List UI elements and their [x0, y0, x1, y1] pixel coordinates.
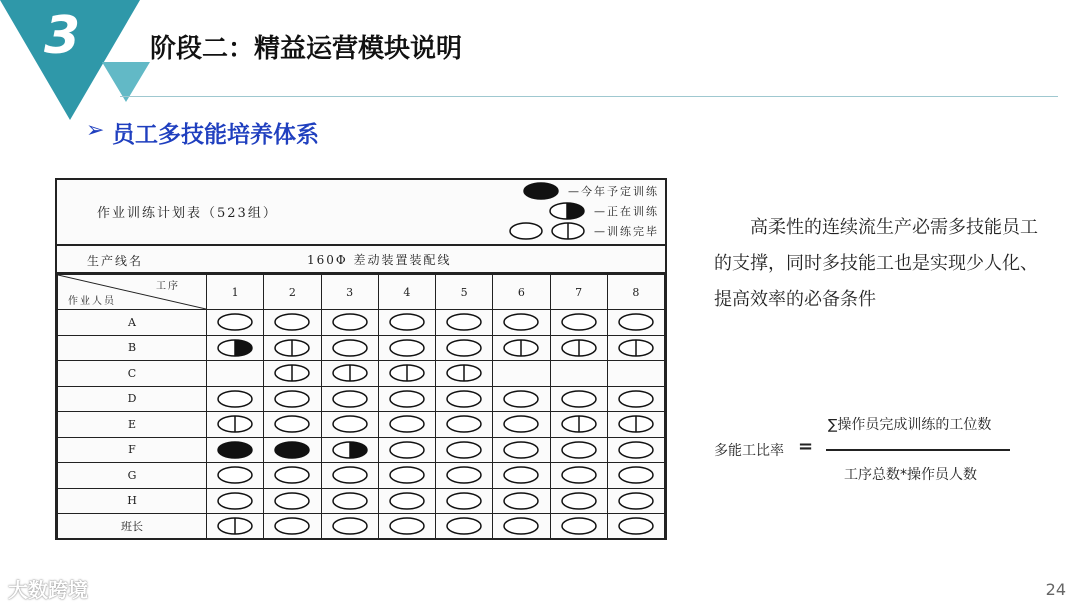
- skill-none-icon: [559, 363, 599, 383]
- skill-cell-done: [607, 488, 664, 514]
- process-header-cell: 2: [264, 275, 321, 310]
- process-header-cell: 5: [436, 275, 493, 310]
- skill-cell-half: [207, 335, 264, 361]
- skill-cell-done: [321, 463, 378, 489]
- skill-cell-done: [436, 412, 493, 438]
- skill-done-icon: [215, 389, 255, 409]
- skill-cell-done: [378, 310, 435, 336]
- watermark-text: 大数跨境: [8, 578, 88, 602]
- training-plan-table: [55, 178, 667, 540]
- skill-half-icon: [215, 338, 255, 358]
- skill-cell-done: [207, 310, 264, 336]
- skill-cell-done: [321, 412, 378, 438]
- process-header-cell: 4: [378, 275, 435, 310]
- skill-cell-done: [321, 310, 378, 336]
- skill-plan-icon: [215, 440, 255, 460]
- skill-cell-training: [550, 412, 607, 438]
- diagonal-header-cell: [58, 275, 207, 310]
- skill-done-icon: [272, 389, 312, 409]
- skill-cell-done: [207, 463, 264, 489]
- sub-heading: 员工多技能培养体系: [112, 122, 319, 148]
- skill-cell-done: [378, 386, 435, 412]
- skill-done-icon: [272, 414, 312, 434]
- skill-training-icon: [330, 363, 370, 383]
- skill-done-icon: [559, 440, 599, 460]
- skill-done-icon: [272, 516, 312, 536]
- skill-done-icon: [444, 389, 484, 409]
- section-number: 3: [44, 6, 81, 66]
- skill-cell-done: [321, 386, 378, 412]
- skill-done-icon: [559, 491, 599, 511]
- skill-cell-none: [493, 361, 550, 387]
- process-header-cell: 8: [607, 275, 664, 310]
- skill-done-icon: [616, 389, 656, 409]
- skill-plan-icon: [272, 440, 312, 460]
- line-name: 160Φ 差动装置装配线: [307, 253, 452, 267]
- table-row: [58, 361, 665, 387]
- arrow-bullet-icon: ➢: [86, 118, 105, 143]
- skill-cell-plan: [207, 437, 264, 463]
- skill-training-icon: [215, 414, 255, 434]
- skill-done-icon: [444, 312, 484, 332]
- skill-done-icon: [330, 516, 370, 536]
- skill-training-icon: [215, 516, 255, 536]
- skill-done-icon: [387, 516, 427, 536]
- skill-cell-done: [493, 488, 550, 514]
- skill-done-icon: [387, 440, 427, 460]
- skill-cell-done: [436, 488, 493, 514]
- worker-name-cell: G: [58, 463, 207, 489]
- skill-cell-done: [607, 386, 664, 412]
- skill-cell-training: [207, 514, 264, 540]
- table-header-block: [57, 180, 665, 246]
- skill-done-icon: [444, 414, 484, 434]
- skill-cell-done: [436, 437, 493, 463]
- skill-done-icon: [559, 389, 599, 409]
- skill-done-icon: [444, 491, 484, 511]
- skill-done-icon: [272, 491, 312, 511]
- skill-cell-done: [550, 437, 607, 463]
- skill-cell-half: [321, 437, 378, 463]
- worker-name-cell: E: [58, 412, 207, 438]
- skill-done-icon: [330, 491, 370, 511]
- skill-training-icon: [616, 338, 656, 358]
- worker-name-cell: H: [58, 488, 207, 514]
- legend-training: — 正在训练: [548, 202, 659, 220]
- skill-cell-done: [264, 488, 321, 514]
- skill-cell-done: [264, 310, 321, 336]
- skill-training-icon: [272, 338, 312, 358]
- plan-title: 作业训练计划表（523组）: [97, 206, 278, 221]
- skill-cell-done: [264, 412, 321, 438]
- skill-done-icon: [272, 312, 312, 332]
- skill-done-icon: [501, 440, 541, 460]
- skill-done-icon: [616, 440, 656, 460]
- skill-training-icon: [616, 414, 656, 434]
- legend-done: — 训练完毕: [508, 222, 659, 240]
- fraction-bar: [826, 449, 1010, 451]
- skill-cell-done: [264, 386, 321, 412]
- skill-cell-none: [607, 361, 664, 387]
- table-row: [58, 412, 665, 438]
- skill-cell-done: [207, 386, 264, 412]
- skill-cell-training: [550, 335, 607, 361]
- half-circle-icon: [548, 202, 588, 220]
- table-row: [58, 335, 665, 361]
- skill-cell-done: [321, 488, 378, 514]
- skill-none-icon: [501, 363, 541, 383]
- skill-cell-training: [493, 335, 550, 361]
- skill-cell-done: [436, 514, 493, 540]
- skill-none-icon: [616, 363, 656, 383]
- formula-equals: =: [798, 436, 814, 457]
- skill-cell-training: [321, 361, 378, 387]
- skill-cell-done: [607, 514, 664, 540]
- header-process: 工序: [156, 281, 180, 292]
- skill-half-icon: [330, 440, 370, 460]
- worker-name-cell: B: [58, 335, 207, 361]
- skill-cell-done: [607, 437, 664, 463]
- skill-cell-done: [264, 463, 321, 489]
- table-row: [58, 437, 665, 463]
- skill-done-icon: [387, 414, 427, 434]
- skill-training-icon: [387, 363, 427, 383]
- skill-done-icon: [215, 465, 255, 485]
- skill-training-icon: [272, 363, 312, 383]
- skill-done-icon: [444, 440, 484, 460]
- skill-cell-done: [378, 412, 435, 438]
- table-row: [58, 488, 665, 514]
- legend-done-label: 训练完毕: [607, 225, 659, 238]
- table-row: [58, 386, 665, 412]
- skill-cell-done: [550, 386, 607, 412]
- skill-done-icon: [616, 465, 656, 485]
- skill-cell-done: [436, 310, 493, 336]
- header-worker: 作业人员: [68, 296, 116, 307]
- skill-done-icon: [215, 312, 255, 332]
- page-number: 24: [1045, 580, 1066, 599]
- skill-done-icon: [215, 491, 255, 511]
- formula-denominator: 工序总数*操作员人数: [844, 467, 977, 483]
- skill-done-icon: [559, 516, 599, 536]
- skill-training-icon: [501, 338, 541, 358]
- skill-cell-done: [607, 463, 664, 489]
- skill-cell-done: [550, 463, 607, 489]
- skill-done-icon: [501, 312, 541, 332]
- skill-done-icon: [444, 338, 484, 358]
- skill-cell-none: [550, 361, 607, 387]
- skill-done-icon: [444, 465, 484, 485]
- formula-label: 多能工比率: [714, 443, 784, 459]
- skill-cell-done: [378, 488, 435, 514]
- skill-done-icon: [501, 516, 541, 536]
- skill-cell-done: [493, 514, 550, 540]
- skill-cell-done: [607, 310, 664, 336]
- worker-name-cell: 班长: [58, 514, 207, 540]
- legend-training-label: 正在训练: [607, 205, 659, 218]
- skill-cell-done: [264, 514, 321, 540]
- skill-done-icon: [330, 465, 370, 485]
- process-header-cell: 7: [550, 275, 607, 310]
- line-label: 生产线名: [87, 254, 144, 268]
- skill-done-icon: [387, 338, 427, 358]
- skill-training-icon: [444, 363, 484, 383]
- skill-cell-done: [378, 463, 435, 489]
- skill-cell-done: [378, 335, 435, 361]
- skill-done-icon: [501, 491, 541, 511]
- skill-done-icon: [616, 312, 656, 332]
- worker-name-cell: A: [58, 310, 207, 336]
- legend-plan-label: 今年予定训练: [581, 185, 659, 198]
- grid-header-row: [58, 275, 665, 310]
- skill-done-icon: [387, 465, 427, 485]
- table-row: [58, 463, 665, 489]
- skill-cell-done: [436, 463, 493, 489]
- skill-done-icon: [616, 516, 656, 536]
- skill-done-icon: [330, 312, 370, 332]
- skill-none-icon: [215, 363, 255, 383]
- skill-cell-done: [493, 412, 550, 438]
- skill-cell-done: [493, 386, 550, 412]
- skill-training-icon: [559, 338, 599, 358]
- skill-cell-done: [550, 488, 607, 514]
- skill-cell-training: [607, 335, 664, 361]
- description-text: 高柔性的连续流生产必需多技能员工的支撑，同时多技能工也是实现少人化、提高效率的必备条件: [714, 217, 1038, 310]
- skill-cell-done: [493, 437, 550, 463]
- skill-done-icon: [501, 465, 541, 485]
- skill-cell-training: [607, 412, 664, 438]
- skill-done-icon: [330, 414, 370, 434]
- skill-cell-done: [321, 335, 378, 361]
- skill-grid: [57, 274, 665, 540]
- skill-done-icon: [559, 465, 599, 485]
- skill-cell-done: [378, 437, 435, 463]
- skill-cell-done: [321, 514, 378, 540]
- formula-numerator: ∑操作员完成训练的工位数: [828, 417, 992, 433]
- skill-cell-none: [207, 361, 264, 387]
- production-line-row: [57, 246, 665, 274]
- process-header-cell: 3: [321, 275, 378, 310]
- worker-name-cell: F: [58, 437, 207, 463]
- skill-done-icon: [559, 312, 599, 332]
- skill-done-icon: [272, 465, 312, 485]
- skill-cell-training: [264, 335, 321, 361]
- skill-cell-training: [436, 361, 493, 387]
- skill-done-icon: [616, 491, 656, 511]
- filled-circle-icon: [522, 182, 562, 200]
- skill-training-icon: [559, 414, 599, 434]
- table-row: [58, 514, 665, 540]
- skill-done-icon: [501, 414, 541, 434]
- skill-cell-done: [436, 335, 493, 361]
- title-divider: [120, 96, 1058, 97]
- skill-done-icon: [387, 491, 427, 511]
- legend-plan: — 今年予定训练: [522, 182, 659, 200]
- watermark-logo: [8, 574, 88, 603]
- slide-title: 阶段二：精益运营模块说明: [150, 34, 463, 64]
- skill-cell-done: [550, 514, 607, 540]
- skill-done-icon: [444, 516, 484, 536]
- skill-cell-done: [493, 463, 550, 489]
- skill-done-icon: [330, 338, 370, 358]
- worker-name-cell: C: [58, 361, 207, 387]
- empty-circle-icon: [508, 222, 588, 240]
- skill-cell-training: [378, 361, 435, 387]
- worker-name-cell: D: [58, 386, 207, 412]
- skill-cell-done: [493, 310, 550, 336]
- skill-cell-training: [207, 412, 264, 438]
- skill-cell-done: [207, 488, 264, 514]
- skill-cell-done: [550, 310, 607, 336]
- skill-cell-done: [378, 514, 435, 540]
- skill-cell-training: [264, 361, 321, 387]
- skill-done-icon: [387, 389, 427, 409]
- skill-cell-plan: [264, 437, 321, 463]
- skill-done-icon: [330, 389, 370, 409]
- skill-done-icon: [501, 389, 541, 409]
- process-header-cell: 1: [207, 275, 264, 310]
- skill-done-icon: [387, 312, 427, 332]
- table-row: [58, 310, 665, 336]
- skill-cell-done: [436, 386, 493, 412]
- process-header-cell: 6: [493, 275, 550, 310]
